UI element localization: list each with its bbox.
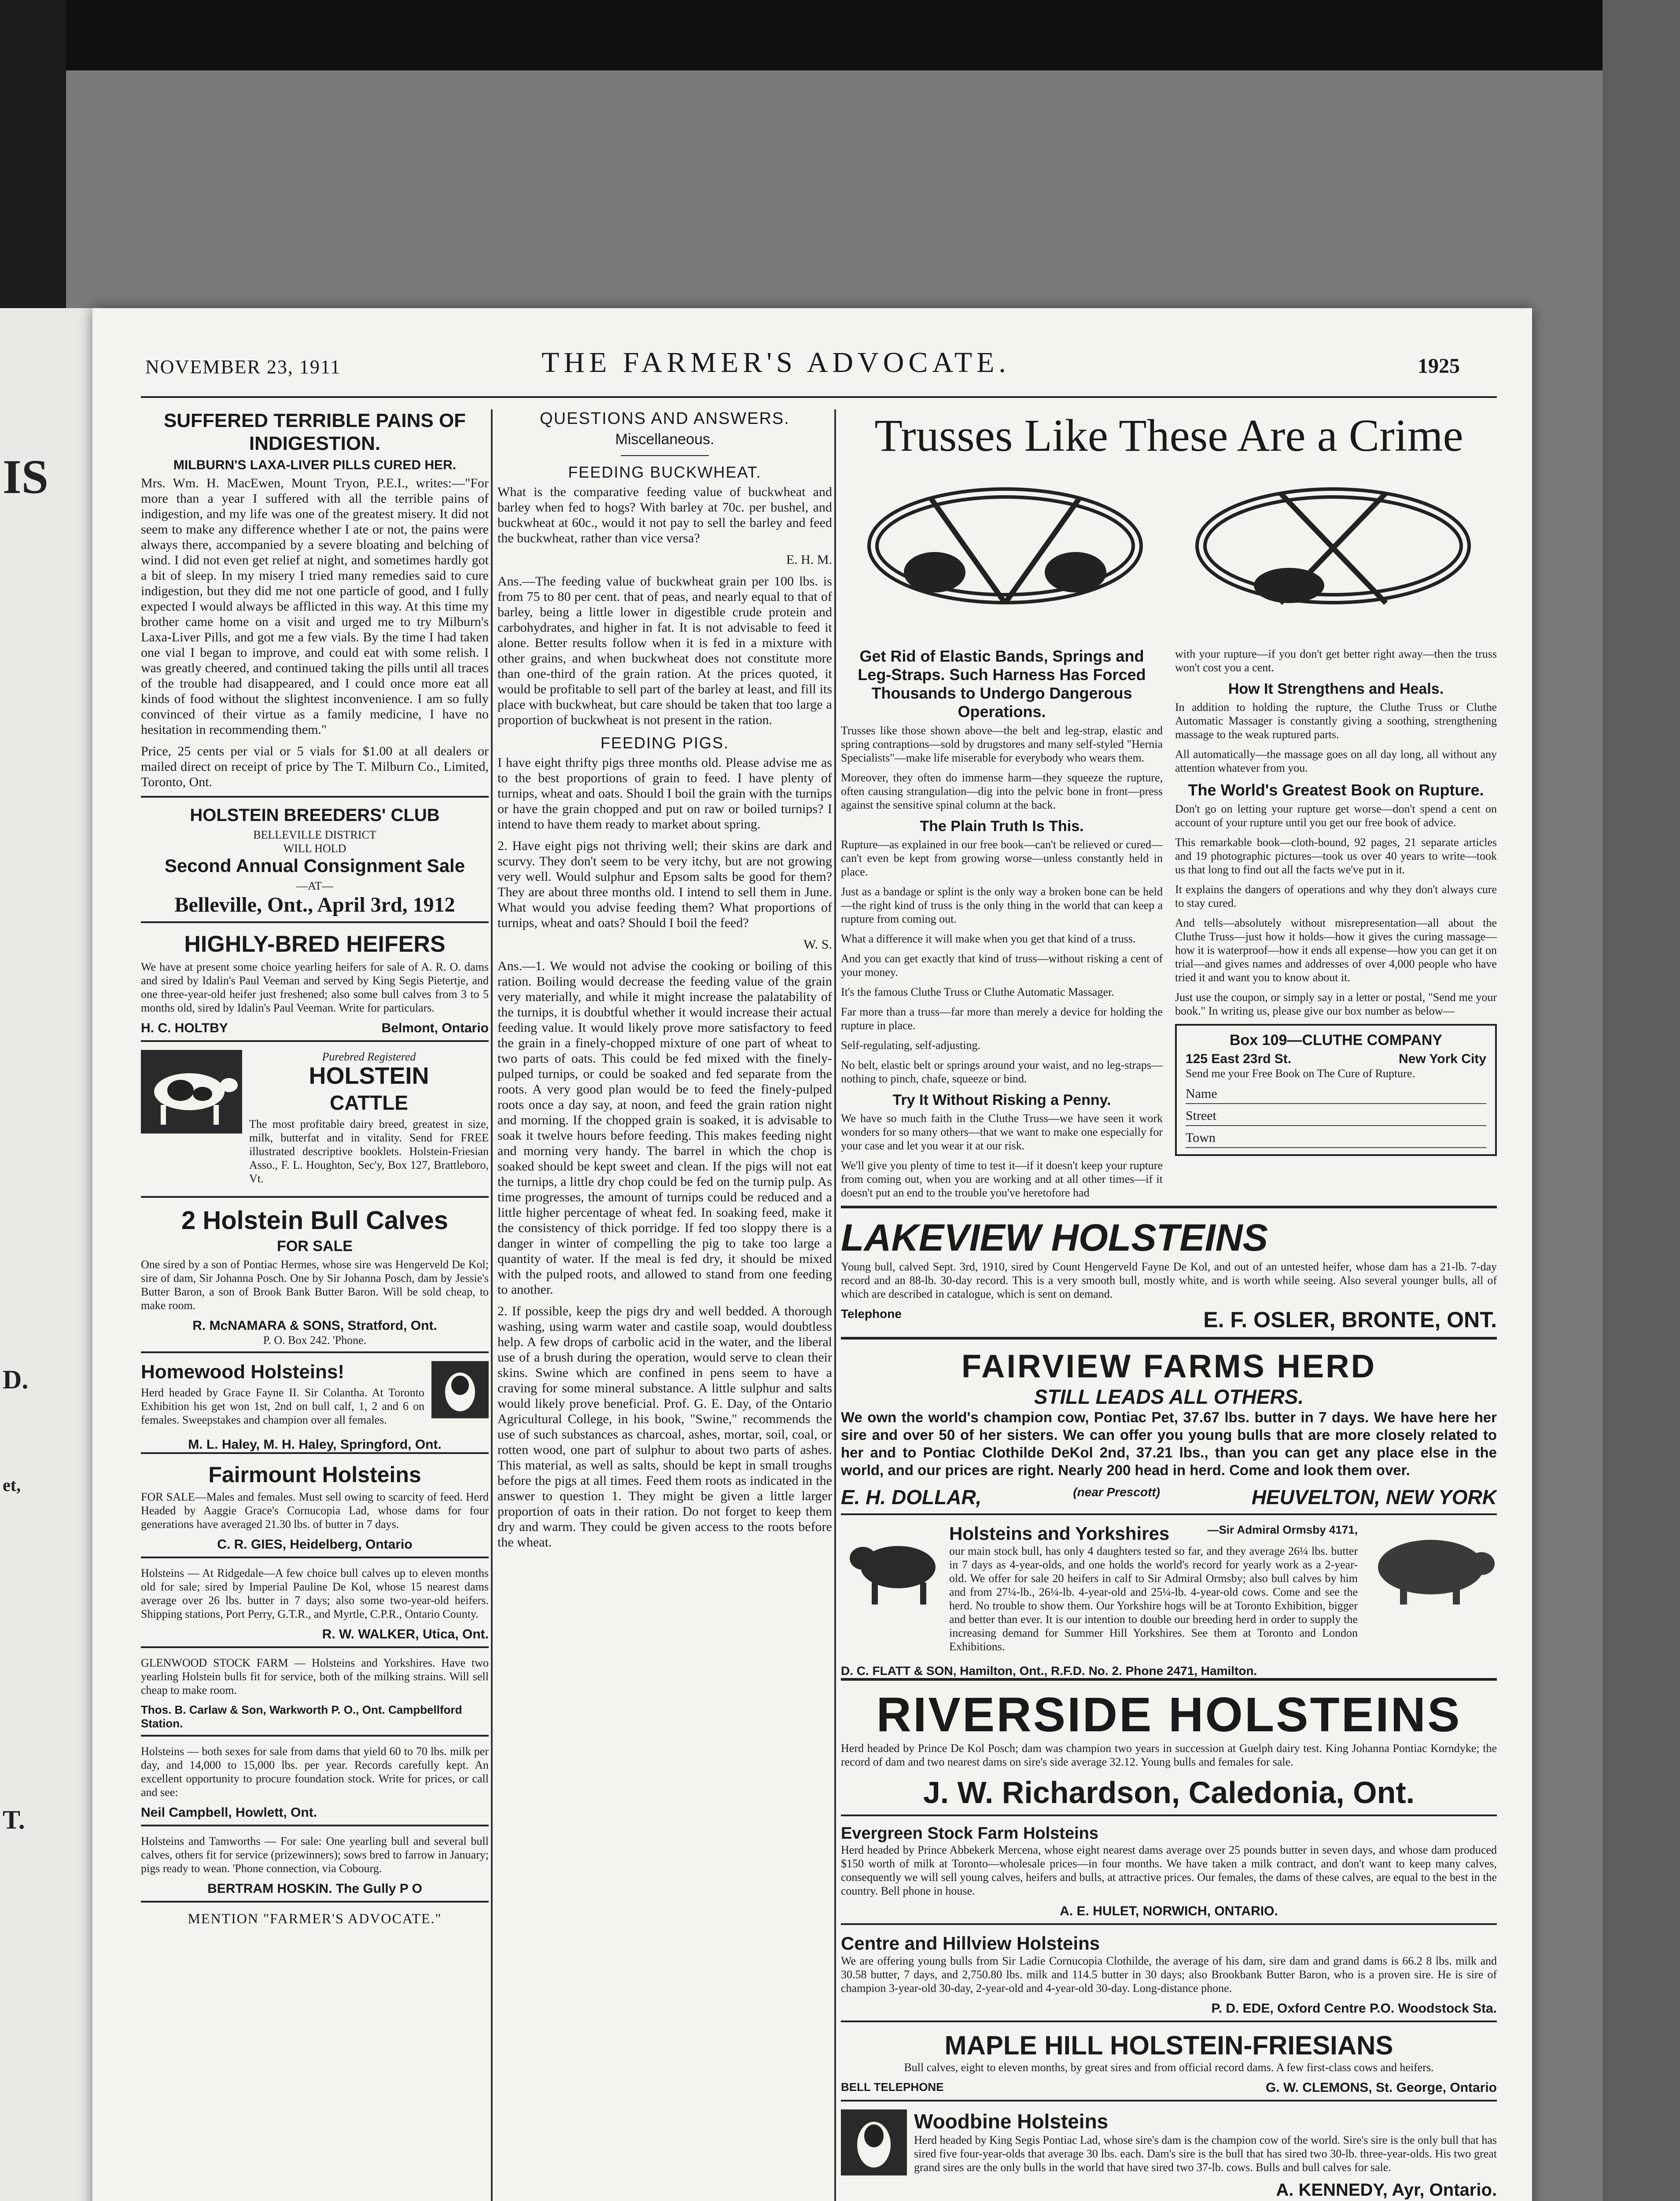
centre-hillview-ad xyxy=(841,1923,1497,2021)
truss-text: All automatically—the massage goes on all day long, all without any attention whatever from you. xyxy=(1175,748,1497,774)
truss-text: Just as a bandage or splint is the only way a broken bone can be held—the right kind of truss is the only thing in the world that can keep a rupture from coming out. xyxy=(841,885,1163,925)
worlds-greatest-heading: The World's Greatest Book on Rupture. xyxy=(1188,781,1484,799)
coupon-city: New York City xyxy=(1399,1052,1486,1066)
truss-text: This remarkable book—cloth-bound, 92 pages, 21 separate articles and 19 photographic pictures—took us over 40 years to write—took us that long to find out all the facts we've put in it. xyxy=(1175,836,1497,876)
breeders-club-ad xyxy=(141,796,489,921)
riverside-title: RIVERSIDE HOLSTEINS xyxy=(876,1688,1462,1742)
maple-hill-title: MAPLE HILL HOLSTEIN-FRIESIANS xyxy=(944,2031,1393,2060)
buckwheat-answer: Ans.—The feeding value of buckwheat grain per 100 lbs. is from 75 to 80 per cent. that of peas, and nearly equal to that of barley, being a little lower in digestible crude protein and carbohydrates, and higher in fat. It is not advisable to feed it alone. Better results follow when it is fed in a mixture with other grains, and when buckwheat does not constitute more than one-third of the grain ration. At the prices quoted, it would be profitable to sell part of the barley at least, and fill its place with buckwheat, but care should be taken that too large a proportion of buckwheat is not present in the ration. xyxy=(497,574,832,727)
fairmount-contact: C. R. GIES, Heidelberg, Ontario xyxy=(217,1537,413,1552)
truss-text: What a difference it will make when you get that kind of a truss. xyxy=(841,932,1136,945)
fairview-ad xyxy=(841,1337,1497,1513)
maple-hill-body: Bull calves, eight to eleven months, by great sires and from official record dams. A few first-class cows and heifers. xyxy=(904,2061,1434,2074)
issue-date: NOVEMBER 23, 1911 xyxy=(145,356,341,378)
maple-hill-phone: BELL TELEPHONE xyxy=(841,2080,944,2094)
masthead-rule xyxy=(141,396,1497,398)
truss-text: We have so much faith in the Cluthe Truss—we have seen it work wonders for so many others—that we want to make one especially for your case and let you wear it at our risk. xyxy=(841,1112,1163,1152)
howlett-contact: Neil Campbell, Howlett, Ont. xyxy=(141,1805,317,1820)
flatt-sire: —Sir Admiral Ormsby 4171, xyxy=(1207,1523,1358,1536)
hoskin-body: Holsteins and Tamworths — For sale: One yearling bull and several bull calves, others fit for service (prizewinners); sows bred to farrow in January; pigs ready to wean. 'Phone connection, via Cobourg. xyxy=(141,1835,489,1875)
ridgedale-contact: R. W. WALKER, Utica, Ont. xyxy=(322,1627,489,1642)
woodbine-contact: A. KENNEDY, Ayr, Ontario. xyxy=(1276,2180,1497,2200)
pigs-question-1: I have eight thrifty pigs three months old. Please advise me as to the best proportions of grain to feed. I have plenty of turnips, wheat and oats. Should I boil the grain with the turnips or have the grain chopped and put on raw or boiled turnips? I intend to have them ready to market about spring. xyxy=(497,755,832,832)
buckwheat-signature: E. H. M. xyxy=(786,552,832,567)
maple-hill-contact: G. W. CLEMONS, St. George, Ontario xyxy=(1265,2080,1497,2095)
fairmount-body: FOR SALE—Males and females. Must sell owing to scarcity of feed. Herd Headed by Aaggie Grace's Cornucopia Lad, whose dams for four generations have averaged 21.30 lbs. of butter in 7 days. xyxy=(141,1491,489,1531)
fairview-body: We own the world's champion cow, Pontiac Pet, 37.67 lbs. butter in 7 days. We have here her sire and over 50 of her sisters. We can offer you young bulls that are more closely related to her and to Pontiac Clothilde DeKol 2nd, 37.21 lbs., than you can get any place else in the world, and our prices are right. Nearly 200 head in herd. Come and look them over. xyxy=(841,1409,1497,1478)
milburn-ad xyxy=(141,409,489,790)
prev-page-fragment: et, xyxy=(3,1475,21,1495)
coupon-town-field[interactable]: Town xyxy=(1186,1130,1486,1148)
howlett-ad xyxy=(141,1735,489,1825)
truss-text: Just use the coupon, or simply say in a letter or postal, "Send me your book." In writing us, please give our box number as below— xyxy=(1175,991,1497,1017)
previous-page-edge xyxy=(0,308,101,2201)
truss-text: In addition to holding the rupture, the Cluthe Truss or Cluthe Automatic Massager is constantly giving a soothing, strengthening massage to the weak ruptured parts. xyxy=(1175,701,1497,741)
truss-illustrations xyxy=(841,462,1497,647)
buckwheat-question: What is the comparative feeding value of buckwheat and barley when fed to hogs? With barley at 70c. per bushel, and buckwheat at 60c., would it not pay to sell the barley and feed the buckwheat, rather than vice versa? xyxy=(497,485,832,545)
centre-hillview-title: Centre and Hillview Holsteins xyxy=(841,1933,1100,1954)
heifers-body: We have at present some choice yearling heifers for sale of A. R. O. dams and sired by Idalin's Paul Veeman and served by King Segis Pietertje, and one three-year-old heifer just freshened; also some bull calves from 3 to 5 months old, sired by Idalin's Paul Veeman. Write for particulars. xyxy=(141,961,489,1014)
truss-text: Trusses like those shown above—the belt and leg-strap, elastic and spring contraptions—sold by drugstores and many self-styled "Hernia Specialists"—make life miserable for everybody who wears them. xyxy=(841,724,1163,764)
lakeview-contact: E. F. OSLER, BRONTE, ONT. xyxy=(1203,1307,1497,1332)
evergreen-ad xyxy=(841,1815,1497,1923)
lakeview-phone: Telephone xyxy=(841,1307,902,1321)
bull-calves-contact: R. McNAMARA & SONS, Stratford, Ont. xyxy=(192,1318,437,1333)
film-border-right xyxy=(1603,0,1680,2201)
coupon-street-field[interactable]: Street xyxy=(1186,1108,1486,1126)
lakeview-body: Young bull, calved Sept. 3rd, 1910, sired by Count Hengerveld Fayne De Kol, and out of an untested heifer, whose dam has a 21-lb. 7-day record and an 88-lb. 30-day record. This is a very smooth bull, mostly white, and is worth while seeing. Also several younger bulls, all of which are described in catalogue, which is sent on demand. xyxy=(841,1260,1497,1300)
sale-at-label: —AT— xyxy=(296,880,333,892)
evergreen-title: Evergreen Stock Farm Holsteins xyxy=(841,1824,1098,1843)
breeders-club-will-hold: WILL HOLD xyxy=(283,842,346,855)
riverside-contact: J. W. Richardson, Caledonia, Ont. xyxy=(923,1775,1415,1810)
truss-text: Rupture—as explained in our free book—can't be relieved or cured—can't even be kept from growing worse—unless constantly held in place. xyxy=(841,838,1163,878)
breeders-club-district: BELLEVILLE DISTRICT xyxy=(253,828,376,841)
truss-text: And you can get exactly that kind of truss—without risking a cent of your money. xyxy=(841,952,1163,979)
lakeview-title: LAKEVIEW HOLSTEINS xyxy=(841,1217,1268,1259)
column-3 xyxy=(841,409,1497,2201)
publication-title: THE FARMER'S ADVOCATE. xyxy=(542,346,1010,379)
fairview-near: (near Prescott) xyxy=(1073,1485,1160,1499)
truss-text: We'll give you plenty of time to test it—if it doesn't keep your rupture from coming out, when you are working and at all other times—if it doesn't put an end to the trouble you've heretofore had xyxy=(841,1159,1163,1199)
evergreen-body: Herd headed by Prince Abbekerk Mercena, whose eight nearest dams average over 25 pounds butter in seven days, and whose dam produced $150 worth of milk at Toronto—wholesale prices—in four months. We have taken a milk contract, and don't want to keep many calves, consequently we will sell young calves, heifers and bulls, at attractive prices. Our females, the dams of these calves, are equal to the best in the country. Bell phone in house. xyxy=(841,1844,1497,1897)
consignment-sale-title: Second Annual Consignment Sale xyxy=(164,855,465,876)
order-coupon[interactable] xyxy=(1175,1024,1497,1156)
truss-text: It's the famous Cluthe Truss or Cluthe Automatic Massager. xyxy=(841,986,1114,998)
milburn-price: Price, 25 cents per vial or 5 vials for $1.00 at all dealers or mailed direct on receipt of price by The T. Milburn Co., Limited, Toronto, Ont. xyxy=(141,744,489,789)
flatt-contact: D. C. FLATT & SON, Hamilton, Ont., R.F.D. No. 2. Phone 2471, Hamilton. xyxy=(841,1664,1257,1678)
column-rule xyxy=(491,409,493,2201)
evergreen-contact: A. E. HULET, NORWICH, ONTARIO. xyxy=(1060,1904,1278,1918)
bull-calves-box: P. O. Box 242. 'Phone. xyxy=(263,1334,367,1347)
truss-headline: Trusses Like These Are a Crime xyxy=(874,410,1463,461)
masthead xyxy=(92,308,1532,396)
lakeview-ad xyxy=(841,1206,1497,1337)
cattle-title-2: CATTLE xyxy=(329,1091,408,1114)
bull-calves-sub: FOR SALE xyxy=(277,1238,353,1255)
qa-header: QUESTIONS AND ANSWERS. xyxy=(540,409,790,428)
milburn-headline: SUFFERED TERRIBLE PAINS OF INDIGESTION. xyxy=(163,410,466,454)
truss-illustration-icon xyxy=(855,471,1155,638)
flatt-ad xyxy=(841,1513,1497,1664)
pigs-title: FEEDING PIGS. xyxy=(600,734,729,752)
centre-hillview-body: We are offering young bulls from Sir Ladie Cornucopia Clothilde, the average of his dam, sire dam and grand dams is 66.2 8 lbs. milk and 30.58 butter, 7 days, and 2,750.80 lbs. milk and 114.5 butter in 30 days; also Brookbank Butter Baron, who is a proven sire. He is sire of champion 3-year-old 30-day, 2-year-old and 4-year-old 30-day. Long-distance phone. xyxy=(841,1954,1497,1995)
woodbine-body: Herd headed by King Segis Pontiac Lad, whose sire's dam is the champion cow of the world. Sire's sire is the only bull that has sired five four-year-olds that average 30 lbs. each. Dam's sire is the bull that has sired two 30-lb. three-year-olds. His two great grand sires are the only bulls in the world that have sired two 37-lb. cows. Bulls and bull calves for sale. xyxy=(914,2134,1497,2174)
milburn-body: Mrs. Wm. H. MacEwen, Mount Tryon, P.E.I., writes:—"For more than a year I suffered with all the terrible pains of indigestion, and my life was one of the greatest misery. It did not seem to make any difference whether I ate or not, the pains were always there, accompanied by a severe bloating and belching of wind. I did not even get relief at night, and sometimes hardly got a bit of sleep. In my misery I tried many remedies said to cure indigestion, but they did me not one particle of good, and I fully expected I would always be afflicted in this way. At this time my brother came home on a visit and urged me to try Milburn's Laxa-Liver Pills, and got me a few vials. By the time I had taken one vial I began to improve, and could eat with some relish. I was greatly cheered, and continued taking the pills until all traces of the trouble had disappeared, and I could once more eat all kinds of food without the slightest inconvenience. I am so fully convinced of their virtue as a family medicine, I have no hesitation in recommending them." xyxy=(141,476,489,737)
cow-head-icon xyxy=(841,2109,907,2175)
cattle-tagline: Purebred Registered xyxy=(322,1050,416,1063)
milburn-subhead: MILBURN'S LAXA-LIVER PILLS CURED HER. xyxy=(173,458,457,472)
buckwheat-title: FEEDING BUCKWHEAT. xyxy=(568,463,762,481)
fairmount-title: Fairmount Holsteins xyxy=(208,1462,421,1487)
truss-text: Self-regulating, self-adjusting. xyxy=(841,1039,980,1052)
maple-hill-ad xyxy=(841,2021,1497,2100)
glenwood-contact: Thos. B. Carlaw & Son, Warkworth P. O., Ont. Campbellford Station. xyxy=(141,1703,462,1730)
plain-truth-heading: The Plain Truth Is This. xyxy=(920,818,1084,835)
cattle-body: The most profitable dairy breed, greatest in size, milk, butterfat and in vitality. Send for FREE illustrated descriptive booklets. Holstein-Friesian Asso., F. L. Houghton, Sec'y, Box 127, Brattleboro, Vt. xyxy=(249,1118,489,1185)
mention-notice: MENTION "FARMER'S ADVOCATE." xyxy=(141,1901,489,1931)
divider xyxy=(621,455,709,456)
fairview-title: FAIRVIEW FARMS HERD xyxy=(961,1348,1377,1384)
page-number: 1925 xyxy=(1418,354,1460,378)
glenwood-body: GLENWOOD STOCK FARM — Holsteins and Yorkshires. Have two yearling Holstein bulls fit for service, both of the milking strains. Will sell cheap to make room. xyxy=(141,1656,489,1697)
fairview-contact: E. H. DOLLAR, xyxy=(841,1486,982,1509)
film-border-top xyxy=(0,0,1680,70)
cow-illustration-icon xyxy=(141,1050,242,1134)
bull-calves-ad xyxy=(141,1196,489,1351)
ridgedale-body: Holsteins — At Ridgedale—A few choice bull calves up to eleven months old for sale; sired by Imperial Pauline De Kol, whose 15 nearest dams average over 26 lbs. butter in 7 days; also some two-year-old heifers. Shipping stations, Port Perry, G.T.R., and Myrtle, C.P.R., Ontario County. xyxy=(141,1567,489,1620)
glenwood-ad xyxy=(141,1646,489,1735)
flatt-body: our main stock bull, has only 4 daughters tested so far, and they average 26¼ lbs. butter in 7 days as 4-year-olds, and one holds the world's record for yearly work as a 2-year-old. We offer for sale 20 heifers in calf to Sir Admiral Ormsby; also bull calves by him and from 27¼-lb., 26¼-lb. 4-year-old and 25¼-lb. 4-year-old cows. Come and see the herd. No trouble to show them. Our Yorkshire hogs will be at Toronto Exhibition, bigger and better than ever. It is our intention to double our breeding herd in order to supply the increasing demand for Summer Hill Yorkshires. See them at Toronto and London Exhibitions. xyxy=(949,1545,1358,1653)
fairview-sub: STILL LEADS ALL OTHERS. xyxy=(1034,1385,1304,1408)
truss-text: No belt, elastic belt or springs around your waist, and no leg-straps—nothing to pinch, chafe, squeeze or bind. xyxy=(841,1059,1163,1085)
truss-text: And tells—absolutely without misrepresentation—all about the Cluthe Truss—just how it holds—how it gives the curing massage—how it is waterproof—how it ends all expense—how you can get it on trial—and gives names and addresses of over 4,000 people who have tried it and want you to know about it. xyxy=(1175,916,1497,984)
truss-text: with your rupture—if you don't get better right away—then the truss won't cost you a cent. xyxy=(1175,648,1497,674)
truss-text: Far more than a truss—far more than merely a device for holding the rupture in place. xyxy=(841,1005,1163,1032)
riverside-body: Herd headed by Prince De Kol Posch; dam was champion two years in succession at Guelph dairy test. King Johanna Pontiac Korndyke; the record of dam and two nearest dams on sire's side average 32.12. Young bulls and females for sale. xyxy=(841,1742,1497,1768)
holstein-cattle-ad xyxy=(141,1040,489,1196)
hoskin-ad xyxy=(141,1825,489,1901)
pigs-question-2: 2. Have eight pigs not thriving well; their skins are dark and scurvy. They don't seem to be very itchy, but are not growing very well. Would sulphur and Epsom salts be good for them? They are about three months old. I intend to sell them in June. What would you advise feeding them? What proportions of turnips, wheat and oats? Should I boil the feed? xyxy=(497,839,832,930)
prev-page-fragment: IS xyxy=(3,450,48,504)
homewood-ad xyxy=(141,1351,489,1437)
coupon-title: Box 109—CLUTHE COMPANY xyxy=(1230,1032,1442,1049)
hoskin-contact: BERTRAM HOSKIN. The Gully P O xyxy=(207,1881,422,1896)
coupon-text: Send me your Free Book on The Cure of Rupture. xyxy=(1186,1067,1415,1080)
prev-page-fragment: D. xyxy=(3,1365,29,1394)
column-rule xyxy=(834,409,836,2201)
heifers-title: HIGHLY-BRED HEIFERS xyxy=(184,931,446,957)
cattle-title-1: HOLSTEIN xyxy=(309,1063,429,1089)
coupon-address: 125 East 23rd St. xyxy=(1186,1052,1292,1066)
riverside-ad xyxy=(841,1678,1497,1815)
sale-place-date: Belleville, Ont., April 3rd, 1912 xyxy=(174,893,455,916)
strengthens-heading: How It Strengthens and Heals. xyxy=(1228,681,1444,697)
fairmount-ad xyxy=(141,1452,489,1557)
howlett-body: Holsteins — both sexes for sale from dams that yield 60 to 70 lbs. milk per day, and 14,000 to 15,000 lbs. per year. Records carefully kept. An excellent opportunity to procure foundation stock. Write for prices, or call and see: xyxy=(141,1745,489,1799)
heifers-contact-name: H. C. HOLTBY xyxy=(141,1021,228,1035)
pigs-answer-2: 2. If possible, keep the pigs dry and well bedded. A thorough washing, using warm water and castile soap, would doubtless help. A few drops of carbolic acid in the water, and the liberal use of a brush during the operation, would serve to clean their skins. Swine which are confined in pens seem to have a craving for some mineral substance. A little sulphur and salts would likely prove beneficial. Prof. G. E. Day, of the Ontario Agricultural College, in his book, "Swine," recommends the use of such substances as charcoal, ashes, mortar, soil, coal, or rotten wood, one part of sulphur to about two parts of ashes. This material, as well as salts, should be kept in small troughs before the pigs at all times. Feed them roots as indicated in the answer to question 1. They might be given a little larger proportion of oats in their ration. Do not forget to keep them dry and warm. They could be given access to the roots before the wheat. xyxy=(497,1304,832,1550)
fairview-town: HEUVELTON, NEW YORK xyxy=(1251,1486,1497,1509)
ridgedale-ad xyxy=(141,1557,489,1646)
breeders-club-title: HOLSTEIN BREEDERS' CLUB xyxy=(190,806,440,825)
cow-illustration-icon xyxy=(841,1523,942,1611)
column-2 xyxy=(497,409,832,2201)
woodbine-title: Woodbine Holsteins xyxy=(914,2110,1109,2133)
truss-subhead: Get Rid of Elastic Bands, Springs and Leg-Straps. Such Harness Has Forced Thousands to Undergo Dangerous Operations. xyxy=(858,647,1146,721)
pigs-answer-1: Ans.—1. We would not advise the cooking or boiling of this ration. Boiling would decrease the feeding value of the grain very materially, and while it might increase the palatability of the turnips, it is doubtful whether it would increase their actual feeding value. It would likely prove more satisfactory to feed the grain in a finely-chopped mixture of one part of wheat to two parts of oats. This could be fed mixed with the finely-pulped turnips, or could be soaked and fed separate from the roots. A very good plan would be to feed the finely-pulped roots once a day say, at noon, and feed the grain ration night and morning. If the chopped grain is soaked, it is advisable to soak it twelve hours before feeding. This makes feeding night and morning very handy. The barrel in which the chop is soaked should be kept sweet and clean. If the pigs will not eat the turnips, a little dry chop could be fed on the turnip pulp. As time progresses, the amount of turnips could be reduced and a little higher percentage of wheat fed. In soaking feed, make it the consistency of thick porridge. If fed too sloppy there is a danger in winter of compelling the pig to take too large a quantity of water. If the meal is fed dry, it should be mixed with the pulped roots, and allowed to stand from one feeding to another. xyxy=(497,959,832,1297)
bull-calves-body: One sired by a son of Pontiac Hermes, whose sire was Hengerveld De Kol; sire of dam, Sir Johanna Posch. One by Sir Johanna Posch, dam by Jessie's Butter Baron, a son of Brook Bank Butter Baron. Will be sold cheap, to make room. xyxy=(141,1258,489,1312)
column-1 xyxy=(141,409,489,2201)
homewood-contact: M. L. Haley, M. H. Haley, Springford, Ont. xyxy=(188,1437,442,1452)
truss-text: Moreover, they often do immense harm—they squeeze the rupture, often causing strangulation—dig into the pelvic bone in front—press against the sensitive spinal column at the back. xyxy=(841,771,1163,811)
prev-page-fragment: T. xyxy=(3,1805,25,1834)
truss-text: Don't go on letting your rupture get worse—don't spend a cent on account of your rupture until you get our free book of advice. xyxy=(1175,802,1497,829)
pigs-signature: W. S. xyxy=(803,937,832,952)
homewood-body: Herd headed by Grace Fayne II. Sir Colantha. At Toronto Exhibition his get won 1st, 2nd on bull calf, 1, 2 and 6 on females. Sweepstakes and champion over all females. xyxy=(141,1386,424,1426)
heifers-ad xyxy=(141,921,489,1040)
homewood-title: Homewood Holsteins! xyxy=(141,1361,345,1383)
cluthe-truss-ad xyxy=(841,409,1497,1206)
qa-subheader: Miscellaneous. xyxy=(615,431,715,448)
flatt-title: Holsteins and Yorkshires xyxy=(949,1523,1170,1544)
woodbine-ad xyxy=(841,2100,1497,2201)
heifers-contact-place: Belmont, Ontario xyxy=(381,1021,489,1035)
pig-illustration-icon xyxy=(1365,1523,1497,1611)
coupon-name-field[interactable]: Name xyxy=(1186,1086,1486,1104)
bull-calves-title: 2 Holstein Bull Calves xyxy=(181,1206,448,1235)
newspaper-page xyxy=(92,308,1532,2201)
centre-hillview-contact: P. D. EDE, Oxford Centre P.O. Woodstock Sta. xyxy=(1211,2001,1497,2016)
truss-illustration-icon xyxy=(1183,471,1483,638)
truss-text: It explains the dangers of operations and why they don't always cure to stay cured. xyxy=(1175,883,1497,909)
cow-head-icon xyxy=(431,1361,489,1418)
try-it-heading: Try It Without Risking a Penny. xyxy=(892,1092,1111,1108)
